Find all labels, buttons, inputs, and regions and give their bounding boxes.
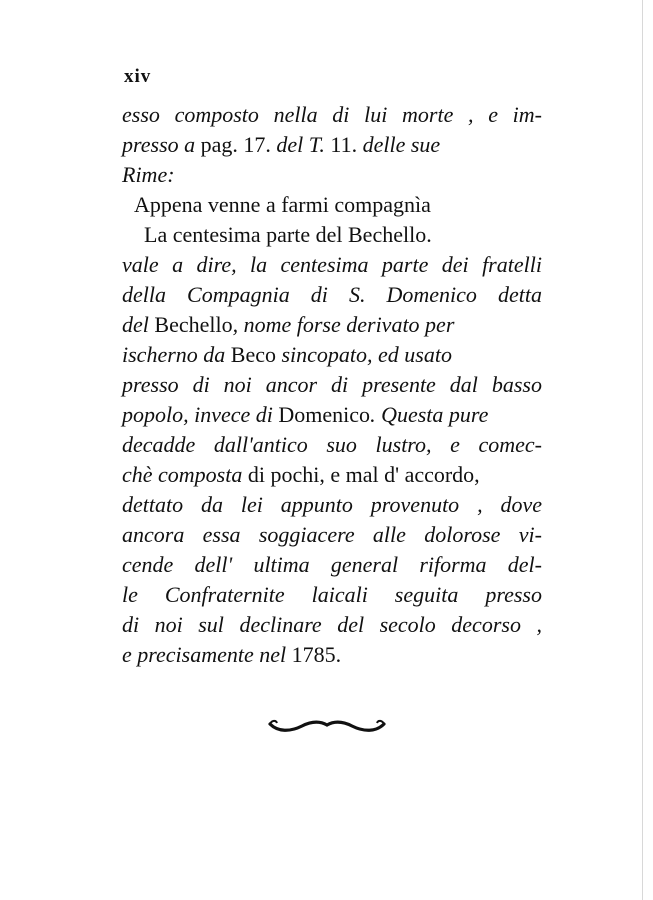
text-segment: e precisamente nel xyxy=(122,642,292,667)
word: esso xyxy=(122,102,160,127)
text-segment: Appena venne a farmi compagnìa xyxy=(134,192,431,217)
word: presente xyxy=(362,372,436,397)
word: , xyxy=(477,492,483,517)
word: ancor xyxy=(265,372,318,397)
word: del- xyxy=(507,552,542,577)
text-segment: . Questa pure xyxy=(370,402,489,427)
text-segment: 1785. xyxy=(291,642,342,667)
word: Confraternite xyxy=(164,582,285,607)
word: sul xyxy=(198,612,224,637)
word: lustro, xyxy=(375,432,432,457)
word: declinare xyxy=(239,612,322,637)
text-segment: Domenico xyxy=(278,402,371,427)
text-segment: popolo, invece di xyxy=(122,402,279,427)
text-line xyxy=(122,430,542,460)
word: decadde xyxy=(122,432,196,457)
word: lui xyxy=(364,102,388,127)
word: general xyxy=(330,552,399,577)
word: soggiacere xyxy=(258,522,355,547)
word: dettato xyxy=(122,492,184,517)
word: , xyxy=(536,612,542,637)
text-line xyxy=(122,340,542,370)
word: fratelli xyxy=(482,252,542,277)
word: comec- xyxy=(478,432,542,457)
text-line xyxy=(122,550,542,580)
word: vale xyxy=(122,252,159,277)
word: dire, xyxy=(196,252,237,277)
text-segment: delle sue xyxy=(362,132,441,157)
text-line xyxy=(122,400,542,430)
word: alle xyxy=(372,522,406,547)
word: composto xyxy=(174,102,259,127)
word: appunto xyxy=(280,492,353,517)
text-segment: pag. 17. xyxy=(200,132,277,157)
word: di xyxy=(192,372,210,397)
ornament-flourish xyxy=(268,712,386,736)
word: im- xyxy=(512,102,542,127)
text-segment: del T. xyxy=(276,132,331,157)
text-line xyxy=(122,370,542,400)
word: dove xyxy=(500,492,542,517)
text-segment: presso a xyxy=(122,132,201,157)
page-edge-line xyxy=(642,0,643,900)
word: a xyxy=(172,252,184,277)
word: e xyxy=(450,432,460,457)
word: secolo xyxy=(379,612,436,637)
word: riforma xyxy=(419,552,487,577)
word: dolorose xyxy=(424,522,501,547)
text-segment: La centesima parte del Bechello. xyxy=(144,222,432,247)
text-line xyxy=(122,310,542,340)
text-segment: Bechello xyxy=(154,312,233,337)
word: Domenico xyxy=(386,282,477,307)
text-line xyxy=(122,490,542,520)
word: di xyxy=(122,612,140,637)
word: noi xyxy=(223,372,252,397)
text-line xyxy=(122,520,542,550)
word: dal xyxy=(449,372,478,397)
text-segment: di pochi, e mal d' accordo, xyxy=(247,462,480,487)
word: le xyxy=(122,582,138,607)
word: morte xyxy=(402,102,454,127)
word: centesima xyxy=(280,252,369,277)
text-segment: sincopato, ed usato xyxy=(275,342,452,367)
word: S. xyxy=(348,282,366,307)
word: presso xyxy=(485,582,542,607)
text-segment: 11. xyxy=(330,132,363,157)
word: essa xyxy=(202,522,241,547)
word: seguita xyxy=(394,582,459,607)
text-segment: chè composta xyxy=(122,462,248,487)
word: noi xyxy=(154,612,183,637)
text-line xyxy=(122,250,542,280)
text-line xyxy=(122,220,542,250)
text-line xyxy=(122,640,542,670)
text-line xyxy=(122,610,542,640)
word: detta xyxy=(497,282,542,307)
word: suo xyxy=(326,432,357,457)
word: lei xyxy=(240,492,263,517)
text-line xyxy=(122,100,542,130)
word: da xyxy=(201,492,223,517)
word: Compagnia xyxy=(187,282,290,307)
word: , xyxy=(468,102,474,127)
page-number: xiv xyxy=(124,66,152,87)
word: dei xyxy=(441,252,469,277)
text-line xyxy=(122,280,542,310)
text-line xyxy=(122,160,542,190)
word: ancora xyxy=(122,522,185,547)
word: la xyxy=(250,252,268,277)
word: di xyxy=(332,102,350,127)
text-line xyxy=(122,190,542,220)
text-line xyxy=(122,580,542,610)
word: e xyxy=(488,102,498,127)
text-segment: , nome forse derivato per xyxy=(232,312,455,337)
text-segment: Beco xyxy=(230,342,276,367)
word: nella xyxy=(273,102,318,127)
word: basso xyxy=(491,372,542,397)
word: presso xyxy=(122,372,179,397)
word: cende xyxy=(122,552,174,577)
text-segment: del xyxy=(122,312,155,337)
text-segment: Rime: xyxy=(122,162,175,187)
word: provenuto xyxy=(370,492,460,517)
word: decorso xyxy=(451,612,521,637)
word: del xyxy=(337,612,365,637)
text-line xyxy=(122,130,542,160)
word: dall'antico xyxy=(213,432,308,457)
word: della xyxy=(122,282,166,307)
word: vi- xyxy=(518,522,542,547)
word: laicali xyxy=(311,582,368,607)
word: dell' xyxy=(194,552,233,577)
word: ultima xyxy=(253,552,310,577)
word: di xyxy=(331,372,349,397)
text-segment: ischerno da xyxy=(122,342,231,367)
word: parte xyxy=(381,252,429,277)
word: di xyxy=(310,282,328,307)
body-text xyxy=(122,100,542,670)
text-line xyxy=(122,460,542,490)
